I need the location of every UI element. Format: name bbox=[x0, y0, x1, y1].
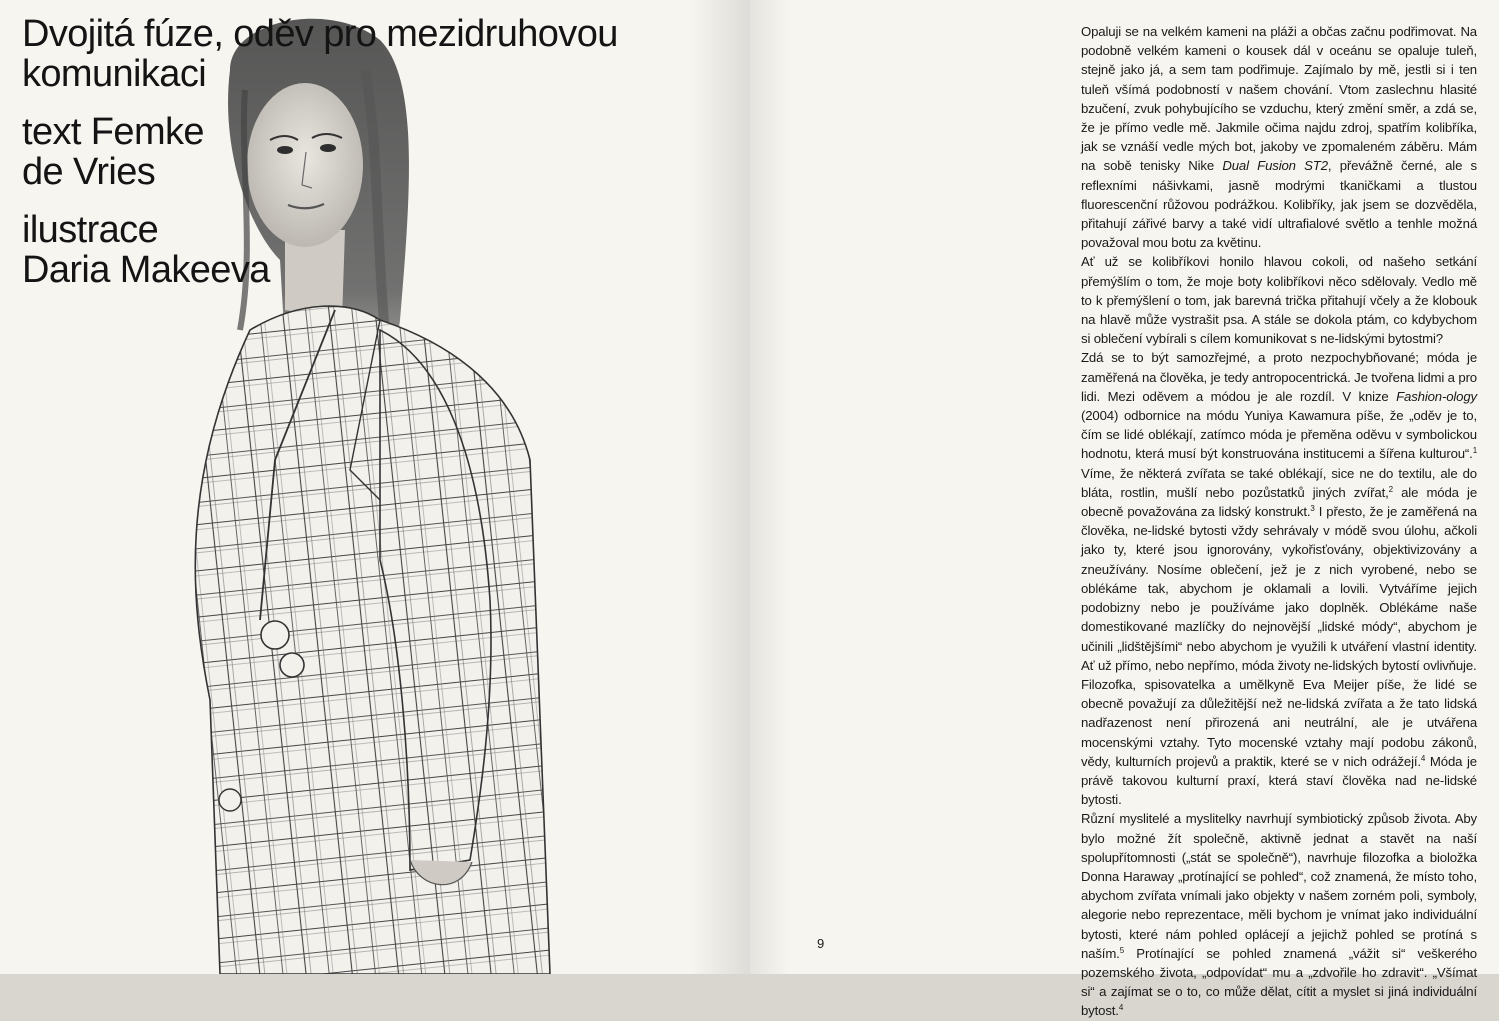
article-body-text bbox=[1081, 22, 1477, 1021]
body-paragraph bbox=[1081, 252, 1477, 348]
body-paragraph bbox=[1081, 348, 1477, 674]
gutter-shadow bbox=[750, 0, 790, 974]
text-run: Opaluji se na velkém kameni na pláži a občas začnu podřimovat. Na podobně velkém kameni o kousek dál v oceánu se opaluje tuleň, stejně jako já, a sem tam podřimuje. Zajímalo by mě, jestli si i ten tuleň všímá podobností v našem chování. Vtom zaslechnu hlasité bzučení, zvuk pohybujícího se vzduchu, který změní směr, a zdá se, že je přímo vedle mě. Jakmile očima najdu zdroj, spatřím kolibříka, jak se vznáší vedle mých bot, jakoby ve zpomaleném záběru. Mám na sobě tenisky Nike bbox=[1081, 24, 1477, 174]
footnote-marker: 1 bbox=[1472, 446, 1477, 456]
page-number: 9 bbox=[817, 936, 825, 951]
illustrator-line-2: Daria Makeeva bbox=[22, 249, 270, 291]
body-paragraph bbox=[1081, 22, 1477, 252]
article-title-block bbox=[22, 14, 682, 308]
italic-title: Dual Fusion ST2 bbox=[1222, 158, 1328, 174]
title-line-2: komunikaci bbox=[22, 53, 207, 95]
text-run: I přesto, že je zaměřená na člověka, ne-lidské bytosti vždy sehrávaly v módě svou úlohu, ačkoli jako ty, které jsou ignorovány, vykořisťovány, objektivizovány a zneužívány. Nosíme oblečení, jež je z nich vyrobené, nebo se oblékáme tak, abychom je oklamali a lovili. Vytváříme jejich podobizny nebo je používáme jako doplněk. Oblékáme naše domestikované mazlíčky do nejnovější „lidské módy“, abychom je učinili „lidštějšími“ nebo abychom je využili k utváření vlastní identity. Ať už přímo, nebo nepřímo, móda životy ne-lidských bytostí ovlivňuje. bbox=[1081, 504, 1477, 673]
text-run: Móda je právě takovou kulturní praxí, která staví člověka nad ne-lidské bytosti. bbox=[1081, 753, 1477, 808]
illustrator-line-1: ilustrace bbox=[22, 209, 159, 251]
author-line-2: de Vries bbox=[22, 151, 156, 193]
text-run: Ať už se kolibříkovi honilo hlavou cokoli, od našeho setkání přemýšlím o tom, že moje boty kolibříkovi něco sdělovaly. Vedlo mě to k přemýšlení o tom, jak barevná trička přitahují včely a že klobouk na hlavě může vystrašit psa. A stále se dokola ptám, co kdybychom si oblečení vybírali s cílem komunikovat s ne-lidskými bytostmi? bbox=[1081, 254, 1477, 347]
italic-title: Fashion-ology bbox=[1396, 388, 1477, 404]
body-paragraph bbox=[1081, 809, 1477, 1020]
text-run: Zdá se to být samozřejmé, a proto nezpochybňované; móda je zaměřená na člověka, je tedy antropocentrická. Je tvořena lidmi a pro lidi. Mezi oděvem a módou je ale rozdíl. V knize bbox=[1081, 350, 1477, 404]
gutter-shadow bbox=[690, 0, 750, 974]
footnote-marker: 5 bbox=[1119, 945, 1124, 955]
footnote-marker: 4 bbox=[1118, 1003, 1124, 1013]
text-run: Protínající se pohled znamená „vážit si“ veškerého pozemského života, „odpovídat“ mu a „zdvořile ho zdravit“. „Všímat si“ a zajímat se o to, co může dělat, cítit a myslet si jiná individuální bytost. bbox=[1081, 945, 1477, 1019]
text-run: Víme, že některá zvířata se také oblékají, sice ne do textilu, ale do bláta, rostlin, mušlí nebo pozůstatků jiných zvířat, bbox=[1081, 465, 1477, 500]
text-run: , převážně černé, ale s reflexními nášivkami, jasně modrými tkaničkami a tlustou fluorescenční růžovou podrážkou. Kolibříky, jak jsem se dozvěděla, přitahují zářivé barvy a také vidí ultrafialové světlo a tenhle možná považoval mou botu za květinu. bbox=[1081, 158, 1477, 251]
text-run: ale móda je obecně považována za lidský konstrukt. bbox=[1081, 484, 1478, 520]
text-run: Různí myslitelé a myslitelky navrhují symbiotický způsob života. Aby bylo možné žít společně, aktivně jednat a stavět na naší spolupřítomnosti („stát se společně“), navrhuje filozofka a bioložka Donna Haraway „protínající se pohled“, což znamená, že místo toho, abychom zvířata vnímali jako objekty v našem zorném poli, symboly, alegorie nebo reprezentace, měli bychom je vnímat jako individuální bytosti, které nám pohled oplácejí a jejichž pohled se protíná s naším. bbox=[1081, 811, 1477, 961]
text-run: Filozofka, spisovatelka a umělkyně Eva Meijer píše, že lidé se obecně považují za důležitější než ne-lidská zvířata a že tato lidská nadřazenost není přirozená ani neutrální, ale je utvářena mocenskými vztahy. Tyto mocenské vztahy mají podobu zákonů, vědy, kulturních projevů a praktik, které se v nich odrážejí. bbox=[1081, 676, 1477, 769]
illustrator-credit bbox=[22, 210, 682, 290]
footnote-marker: 2 bbox=[1388, 484, 1393, 494]
footnote-marker: 4 bbox=[1420, 753, 1426, 763]
left-page bbox=[0, 0, 750, 974]
author-line-1: text Femke bbox=[22, 111, 204, 153]
body-paragraph bbox=[1081, 675, 1477, 809]
footnote-marker: 3 bbox=[1310, 504, 1315, 514]
title-line-1: Dvojitá fúze, oděv pro mezidruhovou bbox=[22, 13, 618, 55]
text-run: (2004) odbornice na módu Yuniya Kawamura píše, že „oděv je to, čím se lidé oblékají, zatímco móda je přeměna oděvu v symbolickou hodnotu, která musí být konstruována institucemi a šířena kulturou“. bbox=[1081, 408, 1477, 462]
article-title bbox=[22, 14, 682, 94]
author-credit bbox=[22, 112, 682, 192]
